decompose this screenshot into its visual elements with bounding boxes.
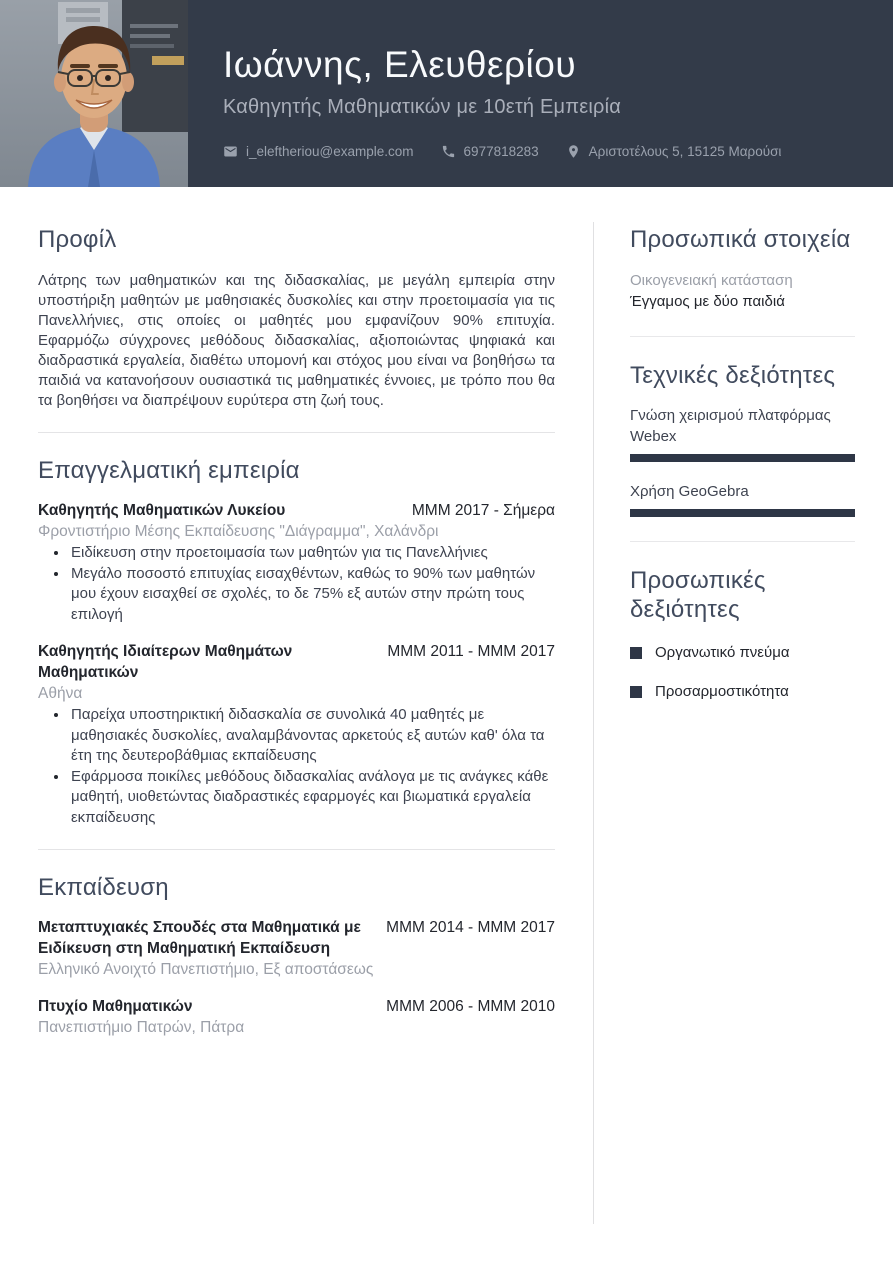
skill-bar-fill	[630, 509, 855, 517]
profile-heading: Προφίλ	[38, 226, 117, 253]
degree-title: Πτυχίο Μαθηματικών	[38, 998, 193, 1015]
job-bullet-list	[38, 705, 555, 828]
education-entry-head	[38, 996, 555, 1017]
skill-bar-track	[630, 509, 855, 517]
job-title: Καθηγητής Ιδιαίτερων Μαθημάτων Μαθηματικών	[38, 643, 293, 681]
education-entry	[38, 917, 555, 980]
personal-skill-text: Προσαρμοστικότητα	[655, 683, 789, 700]
technical-skills-heading: Τεχνικές δεξιότητες	[630, 362, 836, 389]
skill-item	[630, 405, 855, 462]
detail-label: Οικογενειακή κατάσταση	[630, 272, 793, 289]
detail-value: Έγγαμος με δύο παιδιά	[630, 293, 785, 310]
experience-entry	[38, 500, 555, 625]
personal-skill-text: Οργανωτικό πνεύμα	[655, 644, 790, 661]
personal-skills-list	[630, 643, 855, 702]
contact-email	[223, 144, 414, 159]
square-bullet-icon	[630, 686, 642, 698]
section-divider	[38, 432, 555, 433]
section-experience	[38, 456, 555, 828]
experience-entry	[38, 641, 555, 828]
section-profile	[38, 225, 555, 411]
skill-label: Χρήση GeoGebra	[630, 483, 749, 500]
contact-row	[223, 144, 781, 159]
contact-email-text: i_eleftheriou@example.com	[246, 143, 414, 159]
job-bullet: • Παρείχα υποστηρικτική διδασκαλία σε συνολικά 40 μαθητές με μαθησιακές δυσκολίες, αναλαμβάνοντας αρκετούς εξ αυτών καθ' όλα τα έτη της δευτεροβάθμιας εκπαίδευσης	[69, 705, 555, 767]
header-text	[188, 0, 781, 187]
personal-skill-item	[630, 643, 855, 663]
sidebar	[630, 225, 855, 1038]
content-area	[0, 187, 893, 1038]
sidebar-divider	[630, 541, 855, 542]
job-subtitle: Αθήνα	[38, 685, 83, 702]
education-entry-head	[38, 917, 555, 959]
experience-entry-head	[38, 500, 555, 521]
skill-label: Γνώση χειρισμού πλατφόρμας Webex	[630, 407, 831, 445]
skill-item	[630, 481, 855, 517]
phone-handset-icon	[441, 144, 456, 159]
contact-phone	[441, 144, 539, 159]
header	[0, 0, 893, 187]
candidate-name: Ιωάννης, Ελευθερίου	[223, 44, 577, 85]
contact-phone-text: 6977818283	[463, 143, 539, 159]
job-dates: MMM 2011 - MMM 2017	[387, 643, 555, 660]
contact-address	[566, 144, 782, 159]
job-bullet: • Μεγάλο ποσοστό επιτυχίας εισαχθέντων, καθώς το 90% των μαθητών μου έχουν εισαχθεί σε σχολές, το δε 75% εξ αυτών στην πρώτη τους επιλογή	[69, 564, 555, 626]
degree-title: Μεταπτυχιακές Σπουδές στα Μαθηματικά με Ειδίκευση στη Μαθηματική Εκπαίδευση	[38, 919, 361, 957]
degree-subtitle: Ελληνικό Ανοιχτό Πανεπιστήμιο, Εξ αποστάσεως	[38, 961, 374, 978]
job-dates: MMM 2017 - Σήμερα	[411, 502, 555, 519]
job-bullet-list	[38, 543, 555, 625]
degree-dates: MMM 2006 - MMM 2010	[386, 998, 555, 1015]
degree-subtitle: Πανεπιστήμιο Πατρών, Πάτρα	[38, 1019, 245, 1036]
map-pin-icon	[566, 144, 581, 159]
experience-heading: Επαγγελματική εμπειρία	[38, 457, 300, 484]
square-bullet-icon	[630, 647, 642, 659]
main-column	[38, 225, 555, 1038]
contact-address-text: Αριστοτέλους 5, 15125 Μαρούσι	[588, 143, 782, 159]
job-bullet: • Εφάρμοσα ποικίλες μεθόδους διδασκαλίας ανάλογα με τις ανάγκες κάθε μαθητή, υιοθετώντας διαδραστικές εφαρμογές και βιωματικά εργαλεία εκπαίδευσης	[69, 767, 555, 829]
section-personal-details	[630, 225, 855, 312]
education-entry	[38, 996, 555, 1038]
section-technical-skills	[630, 361, 855, 517]
vertical-divider	[593, 222, 594, 1224]
experience-entry-head	[38, 641, 555, 683]
job-bullet: • Ειδίκευση στην προετοιμασία των μαθητών για τις Πανελλήνιες	[69, 543, 555, 564]
candidate-title: Καθηγητής Μαθηματικών με 10ετή Εμπειρία	[223, 95, 622, 118]
section-education	[38, 873, 555, 1038]
envelope-icon	[223, 144, 238, 159]
section-personal-skills	[630, 566, 855, 702]
personal-skills-heading: Προσωπικές δεξιότητες	[630, 567, 766, 623]
job-subtitle: Φροντιστήριο Μέσης Εκπαίδευσης "Διάγραμμα", Χαλάνδρι	[38, 523, 439, 540]
skill-bar-track	[630, 454, 855, 462]
job-title: Καθηγητής Μαθηματικών Λυκείου	[38, 502, 286, 519]
profile-text: Λάτρης των μαθηματικών και της διδασκαλίας, με μεγάλη εμπειρία στην υποστήριξη μαθητών με μαθησιακές δυσκολίες και στην προετοιμασία για τις Πανελλήνιες, στις οποίες οι μαθητές μου εμφανίζουν 90% επιτυχία. Εφαρμόζω σύγχρονες μεθόδους διδασκαλίας, αξιοποιώντας ψηφιακά και διαδραστικά εργαλεία, διαθέτω υπομονή και στόχος μου είναι να βοηθήσω τα παιδιά να κατανοήσουν ουσιαστικά τις μαθηματικές έννοιες, με τρόπο που θα τα βοηθήσει να διαπρέψουν ευρύτερα στη ζωή τους.	[38, 272, 555, 409]
degree-dates: MMM 2014 - MMM 2017	[386, 919, 555, 936]
profile-photo	[0, 0, 188, 187]
personal-details-heading: Προσωπικά στοιχεία	[630, 226, 851, 253]
personal-skill-item	[630, 682, 855, 702]
profile-photo-illustration	[0, 0, 188, 187]
section-divider	[38, 849, 555, 850]
skill-bar-fill	[630, 454, 855, 462]
education-heading: Εκπαίδευση	[38, 874, 169, 901]
sidebar-divider	[630, 336, 855, 337]
